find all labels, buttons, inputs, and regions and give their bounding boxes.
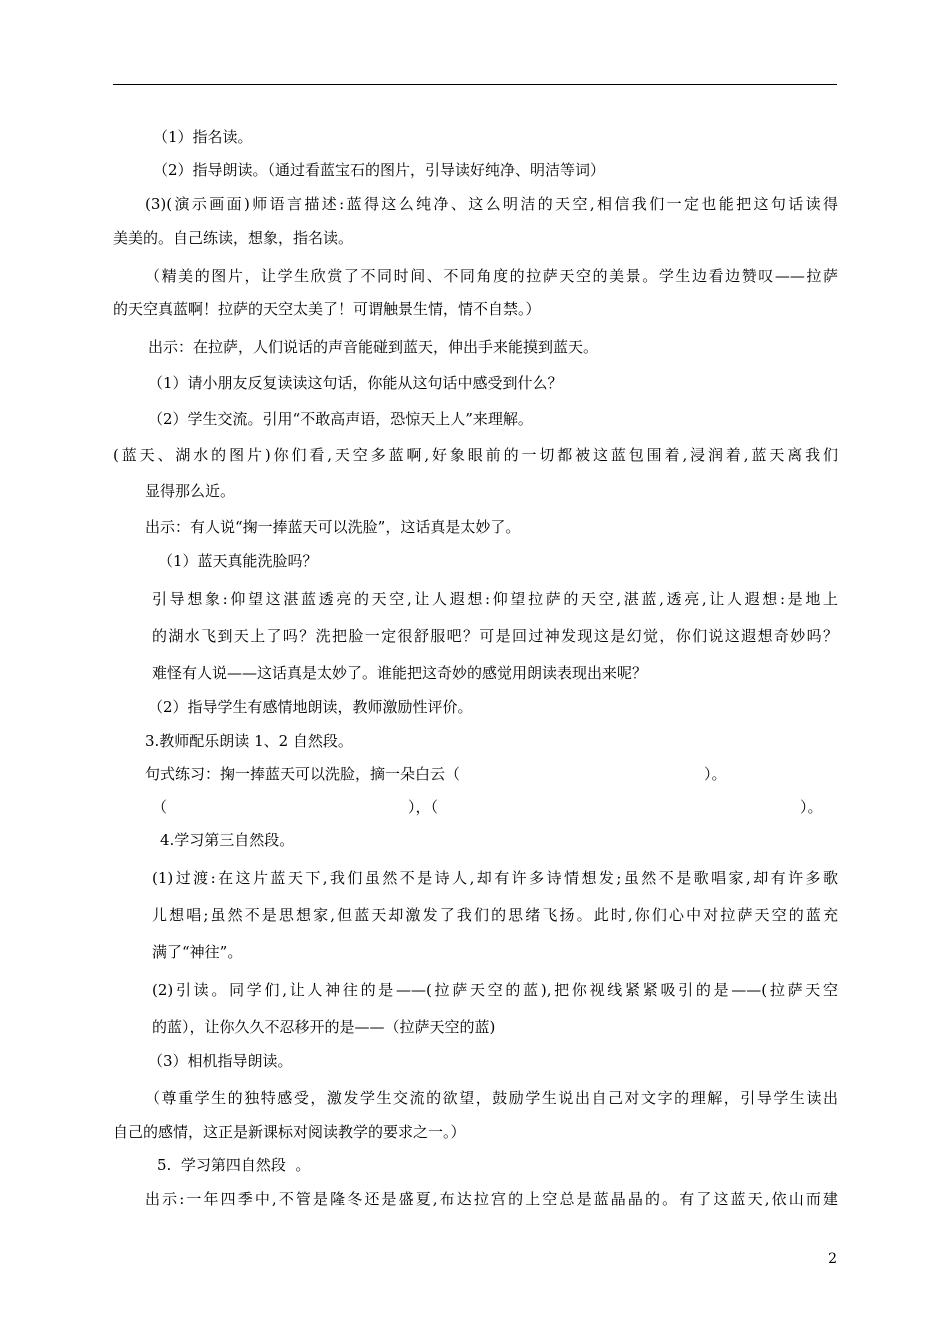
text-line: 出示：在拉萨，人们说话的声音能碰到蓝天，伸出手来能摸到蓝天。 [148,338,599,356]
text-line: （ [152,798,168,816]
text-line: (2)引读。同学们,让人神往的是——(拉萨天空的蓝),把你视线紧紧吸引的是——(拉萨天空 [152,981,838,999]
header-rule [113,84,837,85]
text-line: 美美的。自己练读，想象，指名读。 [113,229,354,247]
text-line: （尊重学生的独特感受，激发学生交流的欲望，鼓励学生说出自己对文字的理解，引导学生读出 [145,1089,838,1107]
text-line: 的蓝），让你久久不忍移开的是——（拉萨天空的蓝) [152,1018,496,1036]
text-line: （3）相机指导朗读。 [148,1052,293,1070]
text-line: 5. 学习第四自然段 。 [157,1156,311,1174]
text-line: 满了“神往”。 [152,943,243,961]
text-line: 难怪有人说——这话真是太妙了。谁能把这奇妙的感觉用朗读表现出来呢？ [152,664,648,682]
text-line: 的湖水飞到天上了吗？洗把脸一定很舒服吧？可是回过神发现这是幻觉，你们说这遐想奇妙吗？ [152,627,838,645]
text-line: （1）请小朋友反复读读这句话，你能从这句话中感受到什么？ [148,374,563,392]
text-line: 儿想唱;虽然不是思想家,但蓝天却激发了我们的思绪飞扬。此时,你们心中对拉萨天空的蓝充 [152,906,838,924]
text-line: (蓝天、湖水的图片)你们看,天空多蓝啊,好象眼前的一切都被这蓝包围着,浸润着,蓝天离我们 [113,446,838,464]
text-line: （精美的图片，让学生欣赏了不同时间、不同角度的拉萨天空的美景。学生边看边赞叹——拉萨 [145,267,838,285]
text-line: （2）指导朗读。（通过看蓝宝石的图片，引导读好纯净、明洁等词） [153,161,606,179]
text-line: 引导想象:仰望这湛蓝透亮的天空,让人遐想:仰望拉萨的天空,湛蓝,透亮,让人遐想:是地上 [152,590,838,608]
text-line: 显得那么近。 [145,482,236,500]
page-number: 2 [828,1251,837,1267]
text-line: 的天空真蓝啊！拉萨的天空太美了！可谓触景生情，情不自禁。） [113,300,541,318]
text-line: 3.教师配乐朗读 1、2 自然段。 [145,732,353,750]
text-line: 自己的感情，这正是新课标对阅读教学的要求之一。） [113,1123,466,1141]
text-line: （1）指名读。 [153,128,253,146]
text-line: （2）学生交流。引用“不敢高声语，恐惊天上人”来理解。 [148,410,533,428]
text-line: （1）蓝天真能洗脸吗？ [158,552,318,570]
text-line: 4.学习第三自然段。 [160,831,295,849]
text-line: 出示：有人说“掬一捧蓝天可以洗脸”，这话真是太妙了。 [145,518,521,536]
text-line: ），（ [408,798,439,816]
text-line: 句式练习：掬一捧蓝天可以洗脸，摘一朵白云（ [145,765,461,783]
text-line: 出示:一年四季中,不管是隆冬还是盛夏,布达拉宫的上空总是蓝晶晶的。有了这蓝天,依山而建 [145,1190,838,1208]
text-line: ）。 [704,765,727,783]
text-line: (1)过渡:在这片蓝天下,我们虽然不是诗人,却有许多诗情想发;虽然不是歌唱家,却有许多歌 [152,869,838,887]
text-line: （2）指导学生有感情地朗读，教师激励性评价。 [148,698,473,716]
text-line: ）。 [800,798,823,816]
text-line: (3)(演示画面)师语言描述:蓝得这么纯净、这么明洁的天空,相信我们一定也能把这句话读得 [145,195,838,213]
